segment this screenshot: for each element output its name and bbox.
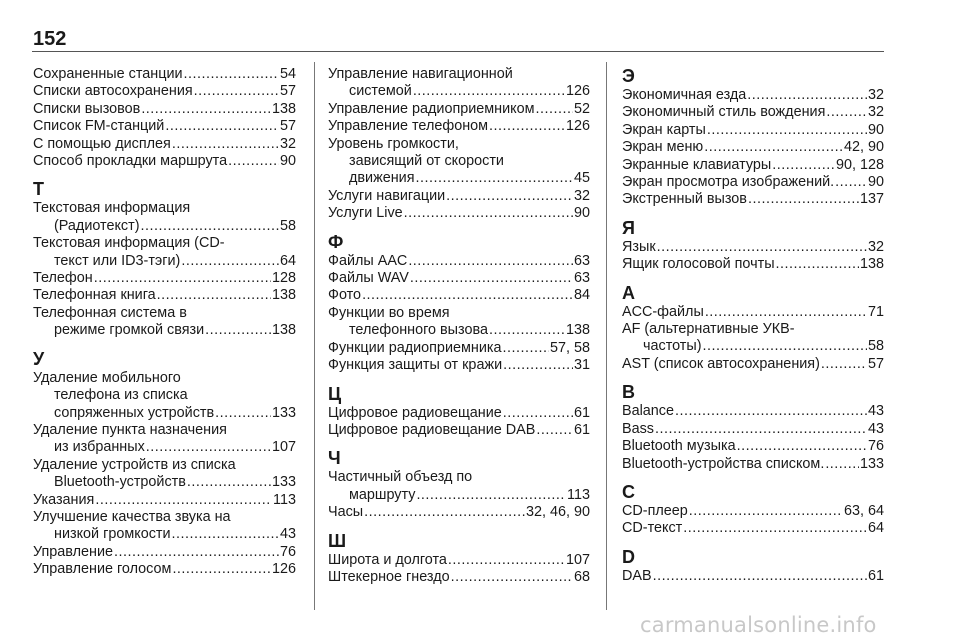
- index-entry-text: телефона из списка: [54, 387, 188, 404]
- dot-leader: [364, 504, 525, 521]
- index-entry: [328, 305, 590, 340]
- dot-leader: [141, 218, 279, 235]
- index-page-ref: 32: [573, 187, 590, 204]
- dot-leader: [675, 403, 867, 420]
- index-page-ref: 133: [859, 455, 884, 472]
- index-entry: [328, 188, 590, 205]
- index-page-ref: 43: [279, 526, 296, 543]
- dot-leader: [489, 322, 565, 339]
- index-section-letter: A: [622, 282, 635, 303]
- dot-leader: [737, 438, 867, 455]
- index-page-ref: 52: [573, 100, 590, 117]
- index-page-ref: 42, 90: [843, 139, 884, 156]
- index-page-ref: 90: [573, 205, 590, 222]
- index-entry-text: Указания: [33, 491, 95, 508]
- index-entry: [328, 118, 590, 135]
- index-entry: [328, 66, 590, 101]
- index-page-ref: 107: [565, 551, 590, 568]
- index-entry: [328, 504, 590, 521]
- index-page-ref: 68: [573, 568, 590, 585]
- index-entry-text: Экономичный стиль вождения: [622, 104, 826, 121]
- index-entry-text: Списки автосохранения: [33, 83, 193, 100]
- index-section-letter: Ч: [328, 448, 341, 469]
- index-entry: [328, 101, 590, 118]
- index-page-ref: 76: [867, 438, 884, 455]
- index-entry: [33, 83, 296, 100]
- dot-leader: [707, 122, 867, 139]
- index-entry: [622, 191, 884, 208]
- index-entry-text: Улучшение качества звука на: [33, 508, 231, 525]
- index-entry-text: Частичный объезд по: [328, 469, 473, 486]
- index-entry-text: системой: [349, 83, 412, 100]
- index-entry-text: Ящик голосовой почты: [622, 256, 775, 273]
- index-entry: [328, 253, 590, 270]
- index-page-ref: 63: [573, 252, 590, 269]
- index-entry-text: Bass: [622, 420, 654, 437]
- dot-leader: [408, 253, 573, 270]
- index-entry: [622, 104, 884, 121]
- index-entry-text: Bluetooth музыка: [622, 438, 736, 455]
- index-entry: [328, 469, 590, 504]
- index-entry: [622, 256, 884, 273]
- index-entry: [622, 520, 884, 537]
- index-entry-text: сопряженных устройств: [54, 404, 215, 421]
- index-entry-text: Экран просмотра изображений.: [622, 174, 835, 191]
- index-entry-text: Экономичная езда: [622, 87, 747, 103]
- index-column-1: [33, 66, 296, 579]
- dot-leader: [489, 118, 565, 135]
- dot-leader: [187, 474, 271, 491]
- dot-leader: [172, 526, 279, 543]
- page-number: 152: [33, 28, 67, 50]
- dot-leader: [683, 520, 867, 537]
- index-entry-text: Штекерное гнездо: [328, 568, 450, 585]
- index-entry-text: Способ прокладки маршрута: [33, 153, 228, 170]
- index-entry-text: (Радиотекст): [54, 217, 140, 234]
- index-page-ref: 138: [271, 100, 296, 117]
- index-page-ref: 57: [279, 83, 296, 100]
- index-entry-text: Уровень громкости,: [328, 135, 459, 152]
- index-page-ref: 126: [565, 83, 590, 100]
- index-entry: [33, 457, 296, 492]
- dot-leader: [503, 357, 573, 374]
- dot-leader: [536, 422, 573, 439]
- index-entry-text: Часы: [328, 504, 364, 521]
- dot-leader: [446, 188, 573, 205]
- index-entry-text: Управление голосом: [33, 561, 172, 578]
- index-entry-text: Телефон: [33, 270, 93, 287]
- index-entry: [328, 357, 590, 374]
- dot-leader: [776, 256, 859, 273]
- index-page-ref: 84: [573, 287, 590, 304]
- index-entry: [33, 153, 296, 170]
- index-entry: [33, 66, 296, 83]
- index-entry-text: низкой громкости: [54, 526, 171, 543]
- index-entry-text: Bluetooth-устройств: [54, 474, 186, 491]
- dot-leader: [157, 287, 271, 304]
- index-entry-text: Экран карты: [622, 121, 706, 138]
- index-entry-text: AST (список автосохранения): [622, 355, 820, 372]
- dot-leader: [653, 568, 867, 585]
- dot-leader: [181, 253, 279, 270]
- dot-leader: [655, 421, 867, 438]
- index-entry-text: Телефонная книга: [33, 287, 156, 304]
- index-entry-text: Bluetooth-устройства списком.: [622, 455, 825, 472]
- index-entry: [622, 503, 884, 520]
- index-entry: [33, 270, 296, 287]
- dot-leader: [95, 492, 272, 509]
- dot-leader: [503, 405, 573, 422]
- index-entry: [622, 239, 884, 256]
- index-entry: [328, 422, 590, 439]
- index-entry-text: Текстовая информация: [33, 200, 191, 217]
- index-entry-text: DAB: [622, 567, 652, 584]
- index-page-ref: 43: [867, 420, 884, 437]
- index-page-ref: 58: [867, 338, 884, 355]
- index-page-ref: 76: [279, 543, 296, 560]
- index-entry-text: Удаление пункта назначения: [33, 421, 227, 438]
- index-entry-text: Цифровое радиовещание DAB: [328, 421, 536, 438]
- index-entry-text: Удаление устройств из списка: [33, 456, 236, 473]
- index-page-ref: 63, 64: [843, 502, 884, 519]
- index-page-ref: 133: [271, 404, 296, 421]
- index-page-ref: 54: [279, 66, 296, 82]
- index-page-ref: 57, 58: [549, 339, 590, 356]
- index-entry-text: Услуги навигации: [328, 187, 446, 204]
- dot-leader: [362, 287, 573, 304]
- index-entry-text: Язык: [622, 238, 656, 255]
- dot-leader: [416, 170, 573, 187]
- index-entry: [33, 287, 296, 304]
- index-page-ref: 113: [273, 491, 296, 508]
- index-entry-text: Текстовая информация (CD-: [33, 235, 225, 252]
- index-page-ref: 138: [859, 256, 884, 273]
- dot-leader: [413, 83, 565, 100]
- index-page-ref: 64: [279, 252, 296, 269]
- index-entry-text: Экранные клавиатуры: [622, 156, 772, 173]
- index-entry: [328, 270, 590, 287]
- index-entry: [622, 356, 884, 373]
- index-page-ref: 138: [565, 322, 590, 339]
- index-entry-text: Услуги Live: [328, 205, 403, 222]
- index-entry-text: Широта и долгота: [328, 551, 447, 568]
- index-page-ref: 32: [867, 238, 884, 255]
- index-section-letter: Э: [622, 66, 635, 86]
- index-page-ref: 61: [867, 567, 884, 584]
- index-entry-text: ACC-файлы: [622, 303, 704, 320]
- index-entry: [33, 200, 296, 235]
- dot-leader: [228, 153, 279, 170]
- index-entry: [622, 122, 884, 139]
- index-entry: [328, 569, 590, 586]
- index-section-letter: У: [33, 348, 45, 369]
- dot-leader: [94, 270, 271, 287]
- index-page-ref: 137: [859, 191, 884, 208]
- dot-leader: [705, 304, 867, 321]
- index-page-ref: 71: [867, 303, 884, 320]
- index-entry: [33, 118, 296, 135]
- index-entry-text: Файлы AAC: [328, 252, 408, 269]
- column-divider: [606, 62, 607, 610]
- index-entry: [622, 157, 884, 174]
- dot-leader: [146, 439, 271, 456]
- index-entry: [33, 370, 296, 422]
- index-entry-text: CD-текст: [622, 520, 683, 537]
- index-entry-text: текст или ID3-тэги): [54, 252, 181, 269]
- index-entry: [328, 405, 590, 422]
- index-entry: [33, 509, 296, 544]
- index-page-ref: 138: [271, 287, 296, 304]
- index-column-2: [328, 66, 590, 586]
- index-page-ref: 90, 128: [835, 156, 884, 173]
- index-entry-text: С помощью дисплея: [33, 135, 171, 152]
- dot-leader: [826, 104, 867, 121]
- index-page-ref: 138: [271, 322, 296, 339]
- index-page-ref: 61: [573, 421, 590, 438]
- index-entry-text: CD-плеер: [622, 502, 688, 519]
- dot-leader: [172, 136, 279, 153]
- index-entry-text: Управление телефоном: [328, 118, 489, 135]
- index-entry: [328, 552, 590, 569]
- index-entry-text: Функции радиоприемника: [328, 339, 502, 356]
- index-page-ref: 43: [867, 403, 884, 420]
- dot-leader: [172, 561, 271, 578]
- index-entry: [622, 438, 884, 455]
- index-page-ref: 128: [271, 270, 296, 287]
- dot-leader: [205, 322, 271, 339]
- index-section-letter: C: [622, 481, 635, 502]
- dot-leader: [448, 552, 565, 569]
- index-column-3: [622, 66, 884, 585]
- index-entry: [328, 205, 590, 222]
- dot-leader: [416, 487, 566, 504]
- dot-leader: [536, 101, 573, 118]
- index-page-ref: 45: [573, 170, 590, 187]
- dot-leader: [215, 405, 271, 422]
- index-page-ref: 61: [573, 404, 590, 421]
- index-entry: [622, 456, 884, 473]
- header-rule: [32, 51, 884, 52]
- index-entry: [328, 136, 590, 188]
- dot-leader: [825, 456, 859, 473]
- index-section-letter: Ш: [328, 530, 347, 551]
- index-section-letter: B: [622, 382, 635, 403]
- index-section-letter: D: [622, 546, 635, 567]
- dot-leader: [141, 101, 271, 118]
- index-entry: [328, 340, 590, 357]
- column-divider: [314, 62, 315, 610]
- index-entry: [33, 544, 296, 561]
- dot-leader: [502, 340, 549, 357]
- index-entry-text: Balance: [622, 403, 675, 420]
- index-entry: [622, 139, 884, 156]
- dot-leader: [748, 191, 859, 208]
- index-entry-text: Фото: [328, 287, 362, 304]
- index-entry-text: AF (альтернативные УКВ-: [622, 321, 795, 338]
- index-page-ref: 133: [271, 474, 296, 491]
- index-entry-text: частоты): [643, 338, 702, 355]
- index-page-ref: 32: [867, 104, 884, 121]
- dot-leader: [184, 66, 279, 83]
- index-page-ref: 126: [565, 118, 590, 135]
- dot-leader: [821, 356, 867, 373]
- index-entry: [33, 561, 296, 578]
- index-entry: [622, 304, 884, 321]
- index-entry-text: Функции во время: [328, 304, 450, 321]
- index-entry-text: Управление радиоприемником: [328, 100, 535, 117]
- dot-leader: [194, 83, 279, 100]
- index-entry-text: Экран меню: [622, 139, 704, 156]
- index-page-ref: 32: [279, 135, 296, 152]
- index-page-ref: 58: [279, 217, 296, 234]
- index-entry: [328, 287, 590, 304]
- index-entry-text: зависящий от скорости: [349, 153, 504, 170]
- index-page-ref: 32, 46, 90: [525, 504, 590, 521]
- index-entry: [33, 305, 296, 340]
- index-entry: [622, 87, 884, 104]
- index-entry-text: режиме громкой связи: [54, 322, 205, 339]
- index-section-letter: Ц: [328, 383, 342, 404]
- index-page-ref: 107: [271, 439, 296, 456]
- index-entry-text: телефонного вызова: [349, 322, 488, 339]
- index-page-ref: 90: [867, 121, 884, 138]
- index-entry-text: из избранных: [54, 439, 145, 456]
- dot-leader: [451, 569, 573, 586]
- index-entry-text: Экстренный вызов: [622, 191, 747, 208]
- index-page-ref: 32: [867, 87, 884, 103]
- index-page-ref: 126: [271, 561, 296, 578]
- index-section-letter: Ф: [328, 231, 344, 252]
- index-entry: [622, 568, 884, 585]
- index-page-ref: 90: [867, 174, 884, 191]
- index-page-ref: 90: [279, 153, 296, 170]
- index-page-ref: 57: [279, 118, 296, 135]
- index-entry-text: Функция защиты от кражи: [328, 357, 503, 374]
- index-entry-text: Управление навигационной: [328, 66, 513, 82]
- dot-leader: [657, 239, 867, 256]
- index-entry-text: Файлы WAV: [328, 270, 409, 287]
- index-entry-text: Списки вызовов: [33, 100, 141, 117]
- index-entry: [622, 421, 884, 438]
- index-entry: [33, 136, 296, 153]
- index-entry: [33, 235, 296, 270]
- dot-leader: [835, 174, 867, 191]
- dot-leader: [404, 205, 573, 222]
- index-page-ref: 113: [567, 486, 590, 503]
- index-entry-text: Управление: [33, 543, 113, 560]
- index-entry-text: движения: [349, 170, 415, 187]
- index-entry: [33, 101, 296, 118]
- dot-leader: [703, 338, 867, 355]
- index-page-ref: 63: [573, 270, 590, 287]
- index-entry-text: Цифровое радиовещание: [328, 404, 502, 421]
- index-page-ref: 31: [573, 357, 590, 374]
- index-entry: [33, 492, 296, 509]
- dot-leader: [704, 139, 843, 156]
- index-section-letter: Я: [622, 217, 635, 238]
- dot-leader: [689, 503, 843, 520]
- dot-leader: [747, 87, 867, 104]
- index-section-letter: Т: [33, 179, 44, 200]
- index-entry-text: Сохраненные станции: [33, 66, 183, 82]
- dot-leader: [165, 118, 279, 135]
- index-entry-text: маршруту: [349, 486, 416, 503]
- index-entry-text: Телефонная система в: [33, 304, 187, 321]
- index-entry: [33, 422, 296, 457]
- index-entry: [622, 403, 884, 420]
- dot-leader: [772, 157, 835, 174]
- index-entry-text: Список FM-станций: [33, 118, 165, 135]
- index-entry: [622, 174, 884, 191]
- index-page-ref: 57: [867, 355, 884, 372]
- dot-leader: [114, 544, 279, 561]
- index-entry: [622, 321, 884, 356]
- index-page-ref: 64: [867, 520, 884, 537]
- index-entry-text: Удаление мобильного: [33, 369, 181, 386]
- watermark: carmanualsonline.info: [640, 613, 877, 637]
- dot-leader: [410, 270, 573, 287]
